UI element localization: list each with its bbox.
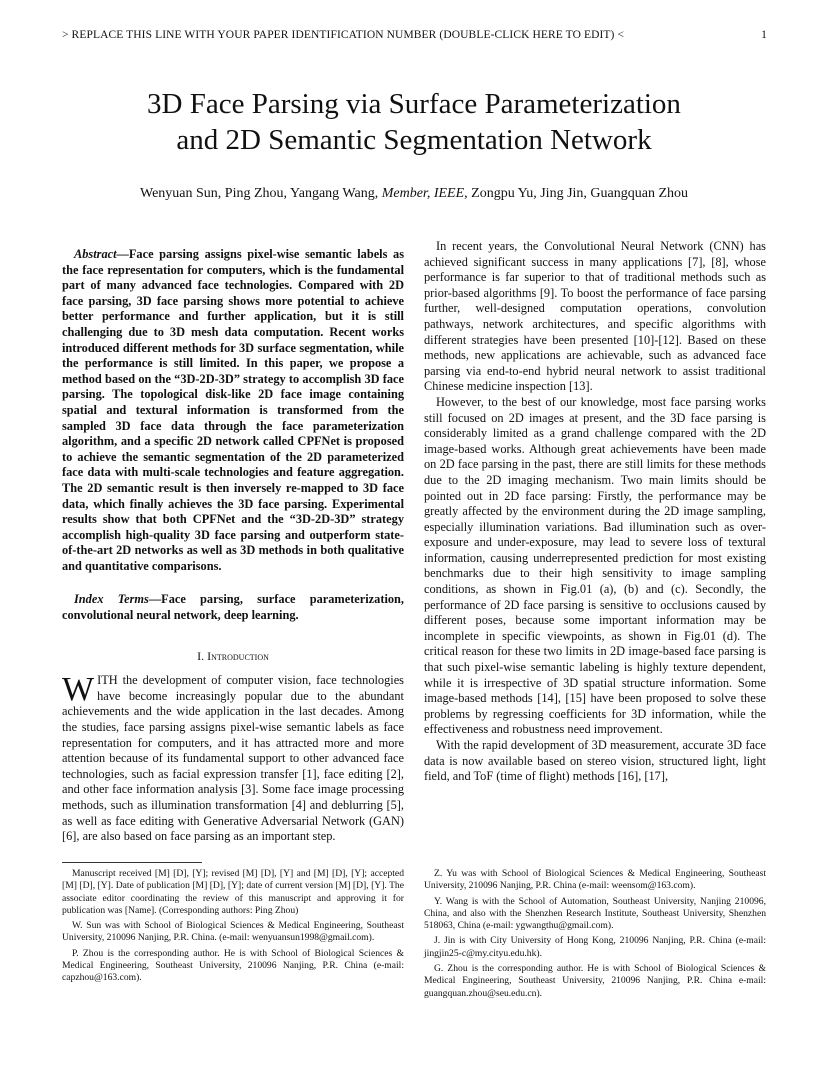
- intro-paragraph-3: However, to the best of our knowledge, most face parsing works still focused on 2D images at present, and the 3D face parsing is considerably limited as a grand challenge compared with the 2D image-based works. Although great achievements have been made on 2D face parsing in the past, there are still limits for these methods due to the 2D imaging mechanism. Two main limits should be pointed out in 2D face parsing: Firstly, the performance may be greatly affected by the environment during the 2D image sampling, especially illumination variations. Bad illumination such as over-exposure and under-exposure, may lead to severe loss of textural information, causing underrepresented prediction for most existing benchmarks due to their high sensitivity to image sampling conditions, as shown in Fig.01 (a), (b) and (c). Secondly, the performance of 2D face parsing is sensitive to occlusions caused by different poses, because some important information may be incomplete in specific viewpoints, as shown in Fig.01 (d). The critical reason for these two limits in 2D image-based face parsing is that such pixel-wise semantic labeling is highly texture dependent, while it is irrespective of 3D spatial structure information. Some image-based methods [14], [15] have been proposed to solve these problems by regressing coefficients for 3D information, while the effectiveness and robustness need improvement.: [424, 394, 766, 737]
- section-heading-introduction: [62, 649, 404, 665]
- drop-cap: W: [62, 671, 95, 709]
- header-text: > REPLACE THIS LINE WITH YOUR PAPER IDENTIFICATION NUMBER (DOUBLE-CLICK HERE TO EDIT) <: [62, 29, 625, 41]
- intro-paragraph-2: In recent years, the Convolutional Neural Network (CNN) has achieved significant success in many applications [7], [8], whose performance is far superior to that of traditional methods such as prior-based algorithms [9]. To boost the performance of face parsing further, well-designed computation operations, convolution pathways, network architectures, and specific algorithms with different strategies have been presented [10]-[12]. Based on these methods, new applications are achievable, such as advanced face parsing via end-to-end hybrid neural network to assist traditional Chinese medicine inspection [13].: [424, 239, 766, 394]
- intro-paragraph-4: With the rapid development of 3D measurement, accurate 3D face data is now available based on stereo vision, structured light, light field, and ToF (time of flight) methods [16], [17],: [424, 738, 766, 784]
- footnote-author-yu: Z. Yu was with School of Biological Sciences & Medical Engineering, Southeast University, 210096 Nanjing, P.R. China (e-mail: weensom@163.com).: [424, 868, 766, 892]
- footnotes-left: [62, 868, 404, 988]
- index-terms-label: Index Terms: [74, 592, 149, 607]
- author-membership: Member, IEEE: [381, 186, 465, 201]
- footnote-manuscript: Manuscript received [M] [D], [Y]; revised [M] [D], [Y] and [M] [D], [Y]; accepted [M] [D], [Y]. Date of publication [M] [D], [Y]; date of current version [M] [D], [Y]. The associate editor coordinating the review of this manuscript and approving it for publication was [Name]. (Corresponding authors: Ping Zhou): [62, 868, 404, 916]
- title-line-2: and 2D Semantic Segmentation Network: [176, 124, 652, 156]
- authors-part-1: Wenyuan Sun, Ping Zhou, Yangang Wang,: [140, 186, 382, 201]
- title-line-1: 3D Face Parsing via Surface Parameterization: [147, 88, 681, 120]
- authors-part-2: , Zongpu Yu, Jing Jin, Guangquan Zhou: [464, 186, 688, 201]
- running-header: [62, 29, 767, 41]
- abstract-text: —Face parsing assigns pixel-wise semantic labels as the face representation for computers, which is the fundamental part of many advanced face technologies. Compared with 2D face parsing, 3D face parsing shows more potential to achieve better performance and further application, but it is still challenging due to 3D mesh data computation. Recent works introduced different methods for 3D surface segmentation, while the performance is still limited. In this paper, we propose a method based on the “3D-2D-3D” strategy to accomplish 3D face parsing. The topological disk-like 2D face image containing spatial and textural information is transformed from the sampled 3D face data through the face parameterization algorithm, and a specific 2D network called CPFNet is proposed to achieve the semantic segmentation of the 2D parameterized face data with multi-scale technologies and feature aggregation. The 2D semantic result is then inversely re-mapped to 3D face data, which finally achieves the 3D face parsing. Experimental results show that both CPFNet and the “3D-2D-3D” strategy accomplish high-quality 3D face parsing and outperform state-of-the-art 2D networks as well as 3D methods in both qualitative and quantitative comparisons.: [62, 247, 404, 573]
- footnote-rule: [62, 862, 202, 863]
- paper-title: [60, 86, 768, 158]
- footnote-author-zhou-p: P. Zhou is the corresponding author. He is with School of Biological Sciences & Medical Engineering, Southeast University, 210096 Nanjing, P.R. China (e-mail: capzhou@163.com).: [62, 947, 404, 984]
- abstract-label: Abstract: [74, 247, 117, 261]
- index-terms-text: —Face parsing, surface parameterization, convolutional neural network, deep learning.: [62, 592, 405, 623]
- abstract: [62, 247, 404, 574]
- left-column: [62, 239, 404, 845]
- page-number: 1: [761, 29, 767, 41]
- right-column: [424, 239, 766, 785]
- intro-paragraph-1-text: ITH the development of computer vision, face technologies have become increasingly popular due to the abundant achievements and the wide application in the last decades. Among the studies, face parsing assigns pixel-wise semantic labels as face representation for computers, and it has attracted more and more attention because of its fundamental support to other advanced face technologies, such as facial expression transfer [1], face editing [2], and other face information analysis [3]. Some face image processing methods, such as illumination transformation [4] and deblurring [5], as well as face editing with Generative Adversarial Network (GAN) [6], are also based on face parsing as an important step.: [62, 673, 404, 844]
- footnotes-right: [424, 868, 766, 1003]
- footnote-author-jin: J. Jin is with City University of Hong Kong, 210096 Nanjing, P.R. China (e-mail: jingjin25-c@my.cityu.edu.hk).: [424, 935, 766, 959]
- intro-paragraph-1: [62, 673, 404, 845]
- section-title: Introduction: [207, 648, 269, 663]
- index-terms: [62, 592, 404, 623]
- footnote-author-zhou-g: G. Zhou is the corresponding author. He is with School of Biological Sciences & Medical Engineering, Southeast University, 210096 Nanjing, P.R. China e-mail: guangquan.zhou@seu.edu.cn).: [424, 963, 766, 999]
- footnote-author-wang: Y. Wang is with the School of Automation, Southeast University, Nanjing 210096, China, and also with the Shenzhen Research Institute, Southeast University, Shenzhen 518063, China (e-mail: ygwangthu@gmail.com).: [424, 895, 766, 932]
- section-numeral: I.: [197, 648, 208, 663]
- footnote-author-sun: W. Sun was with School of Biological Sciences & Medical Engineering, Southeast University, 210096 Nanjing, P.R. China. (e-mail: wenyuansun1998@gmail.com).: [62, 920, 404, 944]
- author-list: [60, 186, 768, 202]
